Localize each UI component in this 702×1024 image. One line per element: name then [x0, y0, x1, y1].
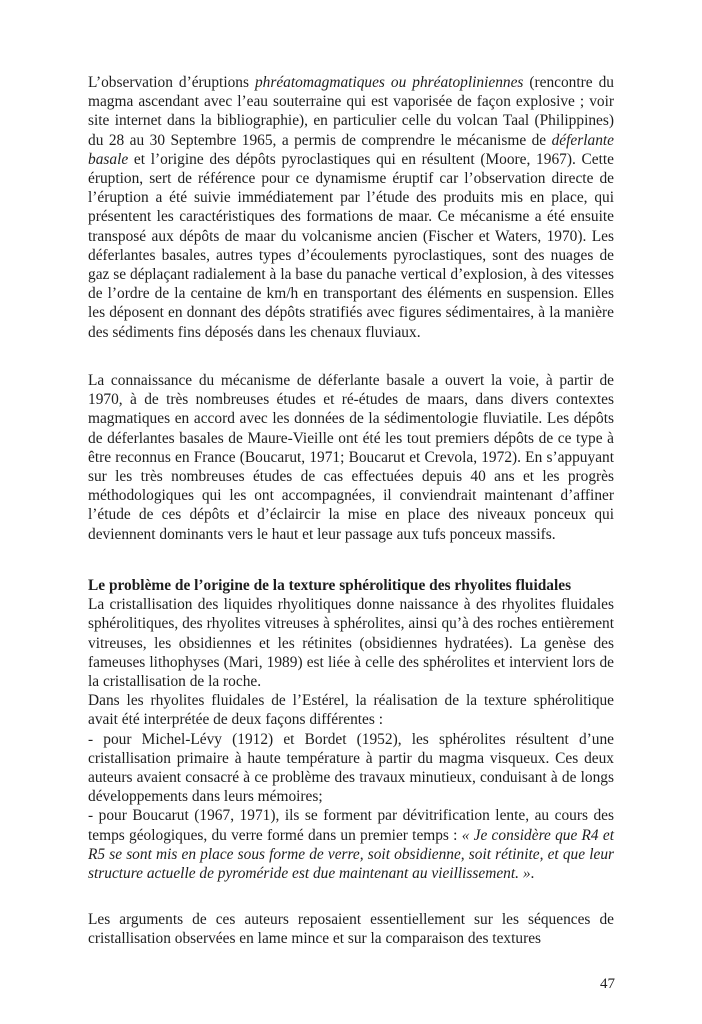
paragraph-2-text: La connaissance du mécanisme de déferlante basale a ouvert la voie, à partir de 1970, à de très nombreuses études et ré-études de maars, dans divers contextes magmatiques en accord avec les données de la sédimentologie fluviatile. Les dépôts de déferlantes basales de Maure-Vieille ont été les tout premiers dépôts de ce type à être reconnus en France (Boucarut, 1971; Boucarut et Crevola, 1972). En s’appuyant sur les très nombreuses études de cas effectuées depuis 40 ans et les progrès méthodologiques qui les ont accompagnées, il conviendrait maintenant d’affiner l’étude de ces dépôts et d’éclaircir la mise en place des niveaux ponceux qui deviennent dominants vers le haut et leur passage aux tufs ponceux massifs.	[88, 372, 614, 543]
paragraph-1-italic-deferlante: déferlante basale	[88, 131, 614, 168]
section-paragraph-1: La cristallisation des liquides rhyolitiques donne naissance à des rhyolites fluidales sphérolitiques, des rhyolites vitreuses à sphérolites, ainsi qu’à des roches entièrement vitreuses, les obsidiennes et les rétinites (obsidiennes hydratées). La genèse des fameuses lithophyses (Mari, 1989) est liée à celle des sphérolites et intervient lors de la cristallisation de la roche.	[88, 596, 614, 691]
paragraph-1-rest: et l’origine des dépôts pyroclastiques qui en résultent (Moore, 1967). Cette éruption, sert de référence pour ce dynamisme éruptif car l’observation directe de l’éruption a été suivie immédiatement par l’étude des produits mis en place, qui présentent les caractéristiques des formations de maar. Ce mécanisme a été ensuite transposé aux dépôts de maar du volcanisme ancien (Fischer et Waters, 1970). Les déferlantes basales, autres types d’écoulements pyroclastiques, sont des nuages de gaz se déplaçant radialement à la base du panache vertical d’explosion, à des vitesses de l’ordre de la centaine de km/h en transportant des éléments en suspension. Elles les déposent en donnant des dépôts stratifiés avec figures sédimentaires, à la manière des sédiments fins déposés dans les chenaux fluviaux.	[88, 150, 614, 341]
section-spherolitic-texture	[88, 576, 614, 883]
paragraph-last-text: Les arguments de ces auteurs reposaient essentiellement sur les séquences de cristallisation observées en lame mince et sur la comparaison des textures	[88, 911, 614, 948]
section-paragraph-2: Dans les rhyolites fluidales de l’Estérel, la réalisation de la texture sphérolitique avait été interprétée de deux façons différentes :	[88, 692, 614, 729]
section-paragraph-4-end: .	[530, 865, 535, 883]
paragraph-1-text	[88, 73, 614, 342]
section-paragraph-4-start: - pour Boucarut (1967, 1971), ils se forment par dévitrification lente, au cours des temps géologiques, du verre formé dans un premier temps :	[88, 807, 614, 844]
section-paragraph-3: - pour Michel-Lévy (1912) et Bordet (1952), les sphérolites résultent d’une cristallisation primaire à haute température à partir du magma visqueux. Ces deux auteurs avaient consacré à ce problème des travaux minutieux, conduisant à de longs développements dans leurs mémoires;	[88, 730, 614, 806]
section-paragraph-4	[88, 806, 614, 883]
section-heading: Le problème de l’origine de la texture sphérolitique des rhyolites fluidales	[88, 577, 572, 594]
paragraph-1-intro: L’observation d’éruptions	[88, 74, 255, 91]
boucarut-quote: « Je considère que R4 et R5 se sont mis en place sous forme de verre, soit obsidienne, soit rétinite, et que leur structure actuelle de pyroméride est due maintenant au vieillissement. »	[88, 826, 614, 883]
paragraph-deferlante-basale	[88, 371, 614, 544]
paragraph-1-middle: (rencontre du magma ascendant avec l’eau souterraine qui est vaporisée de façon explosive ; voir site internet dans la bibliographie), en particulier celle du volcan Taal (Philippines) du 28 au 30 Septembre 1965, a permis de comprendre le mécanisme de	[88, 74, 614, 149]
paragraph-arguments	[88, 910, 614, 948]
paragraph-1-italic-term: phréatomagmatiques ou phréatopliniennes	[254, 74, 524, 91]
paragraph-taal-eruption	[88, 73, 614, 342]
page-number: 47	[600, 976, 615, 992]
